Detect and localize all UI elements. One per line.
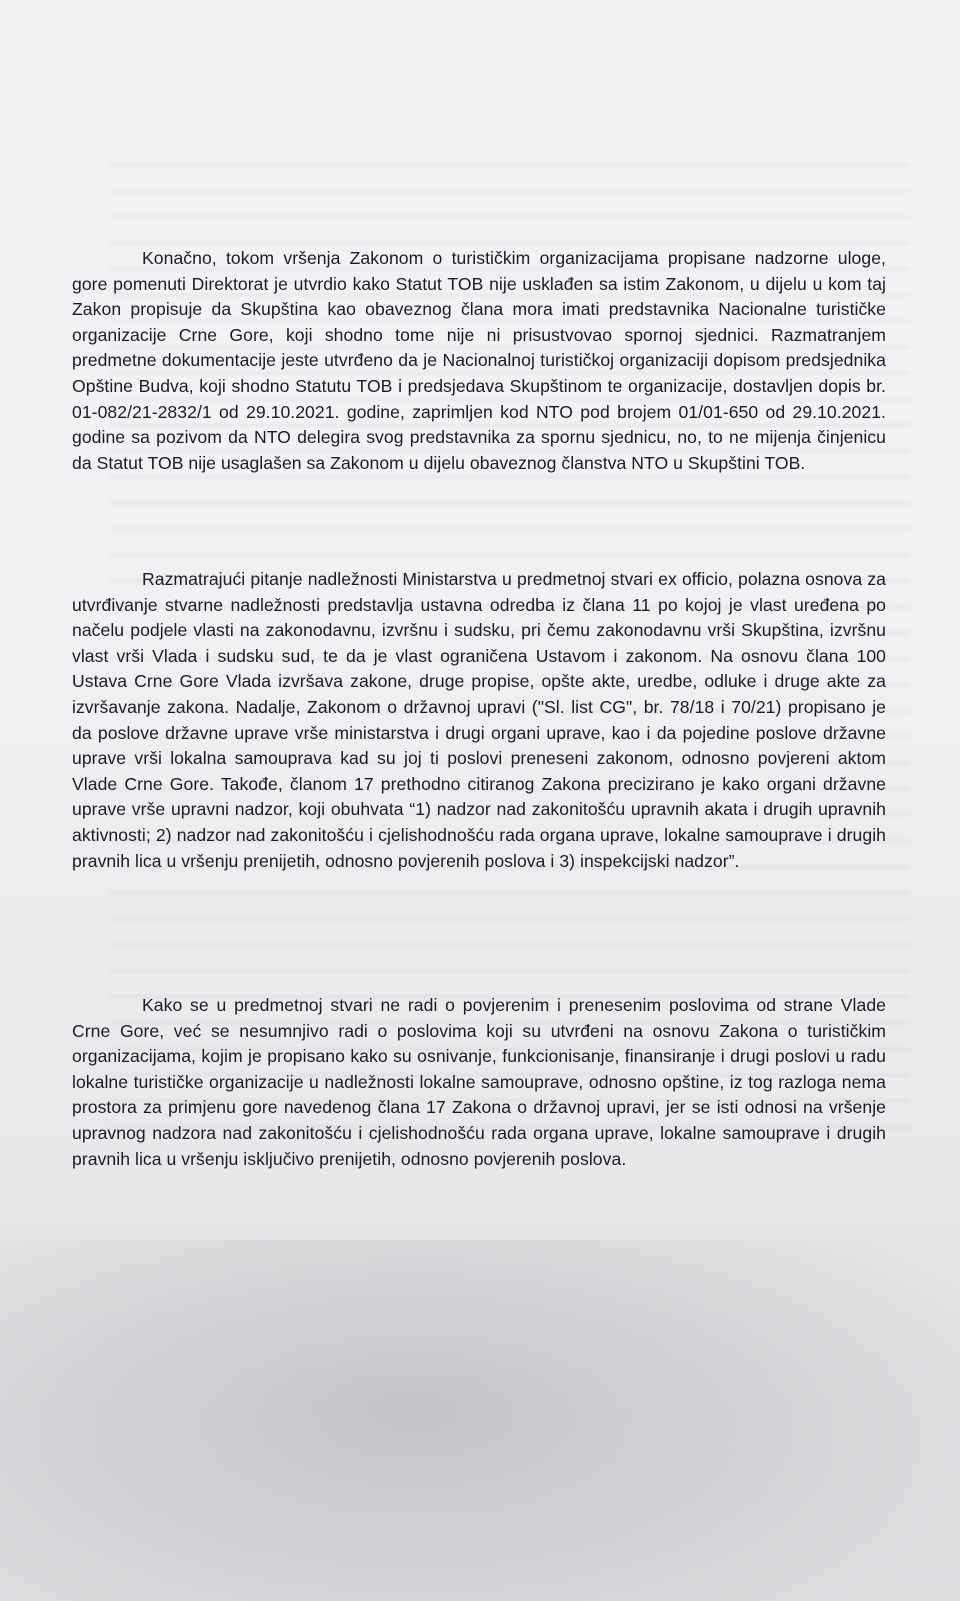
hand-shadow xyxy=(0,1240,960,1601)
paragraph-3: Kako se u predmetnoj stvari ne radi o povjerenim i prenesenim poslovima od strane Vlade Crne Gore, već se nesumnjivo radi o poslovima koji su utvrđeni na osnovu Zakona o turističkim organizacijama, kojim je propisano kako su osnivanje, funkcionisanje, finansiranje i drugi poslovi u radu lokalne turističke organizacije u nadležnosti lokalne samouprave, odnosno opštine, iz tog razloga nema prostora za primjenu gore navedenog člana 17 Zakona o državnoj upravi, jer se isti odnosi na vršenje upravnog nadzora nad zakonitošću i cjelishodnošću rada organa uprave, lokalne samouprave i drugih pravnih lica u vršenju isključivo prenijetih, odnosno povjerenih poslova. xyxy=(72,995,886,1169)
paragraph-1: Konačno, tokom vršenja Zakonom o turističkim organizacijama propisane nadzorne uloge, gore pomenuti Direktorat je utvrdio kako Statut TOB nije usklađen sa istim Zakonom, u dijelu u kom taj Zakon propisuje da Skupština kao obaveznog člana mora imati predstavnika Nacionalne turističke organizacije Crne Gore, koji shodno tome nije ni prisustvovao spornoj sjednici. Razmatranjem predmetne dokumentacije jeste utvrđeno da je Nacionalnoj turističkoj organizaciji dopisom predsjednika Opštine Budva, koji shodno Statutu TOB i predsjedava Skupštinom te organizacije, dostavljen dopis br. 01-082/21-2832/1 od 29.10.2021. godine, zaprimljen kod NTO pod brojem 01/01-650 od 29.10.2021. godine sa pozivom da NTO delegira svog predstavnika za spornu sjednicu, no, to ne mijenja činjenicu da Statut TOB nije usaglašen sa Zakonom u dijelu obaveznog članstva NTO u Skupštini TOB. xyxy=(72,248,886,473)
paragraph-2: Razmatrajući pitanje nadležnosti Ministarstva u predmetnoj stvari ex officio, polazna osnova za utvrđivanje stvarne nadležnosti predstavlja ustavna odredba iz člana 11 po kojoj je vlast uređena po načelu podjele vlasti na zakonodavnu, izvršnu i sudsku, pri čemu zakonodavnu vrši Skupština, izvršnu vlast vrši Vlada i sudsku sud, te da je vlast ograničena Ustavom i zakonom. Na osnovu člana 100 Ustava Crne Gore Vlada izvršava zakone, druge propise, opšte akte, uredbe, odluke i druge akte za izvršavanje zakona. Nadalje, Zakonom o državnoj upravi ("Sl. list CG", br. 78/18 i 70/21) propisano je da poslove državne uprave vrše ministarstva i drugi organi uprave, kao i da pojedine poslove državne uprave vrši lokalna samouprava kad su joj ti poslovi preneseni zakonom, odnosno povjereni aktom Vlade Crne Gore. Takođe, članom 17 prethodno citiranog Zakona precizirano je kako organi državne uprave vrše upravni nadzor, koji obuhvata “1) nadzor nad zakonitošću upravnih akata i drugih upravnih aktivnosti; 2) nadzor nad zakonitošću i cjelishodnošću rada organa uprave, lokalne samouprave i drugih pravnih lica u vršenju prenijetih, odnosno povjerenih poslova i 3) inspekcijski nadzor”. xyxy=(72,569,886,871)
